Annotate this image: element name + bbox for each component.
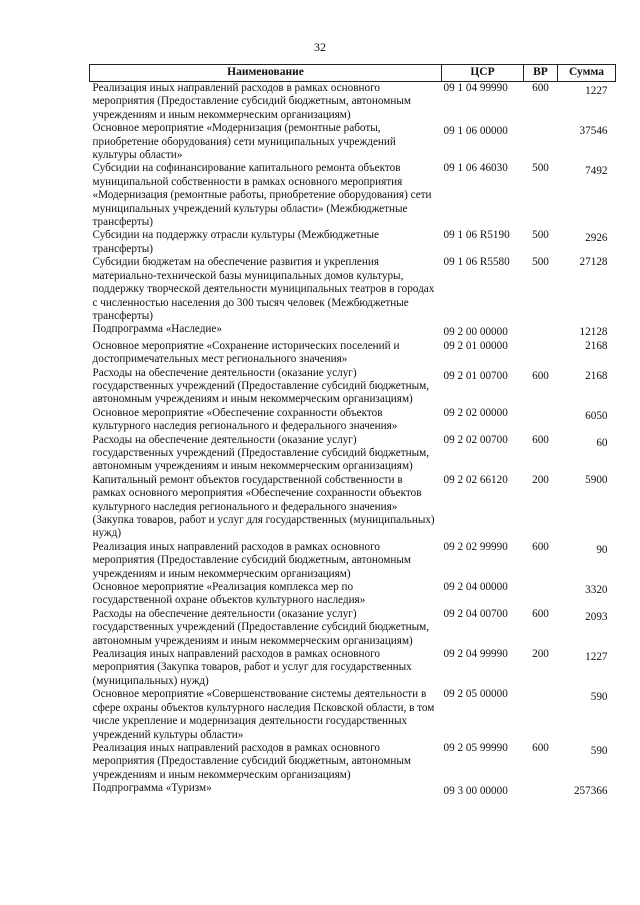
row-csr-value: 09 3 00 00000 xyxy=(443,785,508,798)
row-name: Основное мероприятие «Обеспечение сохранности объектов культурного наследия регионального и федерального значения» xyxy=(92,406,398,433)
row-csr: 09 2 04 00700 xyxy=(443,607,508,620)
row-sum-value: 60 xyxy=(596,436,608,449)
row-name: Расходы на обеспечение деятельности (оказание услуг) государственных учреждений (Предоставление субсидий бюджетным, автономным учреждениям и иным некоммерческим организациям) xyxy=(92,607,430,647)
row-vr: 500 xyxy=(532,229,549,242)
row-vr: 600 xyxy=(532,433,549,446)
row-sum: 27128 xyxy=(579,256,608,269)
row-sum-value: 2093 xyxy=(585,610,608,623)
row-name: Реализация иных направлений расходов в рамках основного мероприятия (Предоставление субсидий бюджетным, автономным учреждениям и иным некоммерческим организациям) xyxy=(92,82,411,121)
row-sum-value: 3320 xyxy=(585,584,608,597)
row-sum-value: 257366 xyxy=(573,785,608,798)
row-csr-value: 09 2 01 00700 xyxy=(443,369,508,382)
page-number: 32 xyxy=(314,40,326,54)
row-vr xyxy=(524,407,558,434)
row-sum xyxy=(558,82,616,123)
row-csr xyxy=(442,122,524,162)
table-row xyxy=(90,434,616,474)
row-csr xyxy=(442,367,524,407)
table-row xyxy=(90,688,616,742)
row-name: Подпрограмма «Туризм» xyxy=(92,782,212,795)
row-name: Субсидии на поддержку отрасли культуры (Межбюджетные трансферты) xyxy=(92,229,379,255)
row-csr: 09 1 06 R5190 xyxy=(443,229,510,242)
row-sum xyxy=(558,434,616,474)
row-csr: 09 2 02 00700 xyxy=(443,433,508,446)
row-csr-value: 09 2 00 00000 xyxy=(443,326,508,339)
row-sum: 2168 xyxy=(585,339,608,352)
row-sum-value: 37546 xyxy=(579,125,608,138)
row-sum xyxy=(558,323,616,339)
row-sum-value: 1227 xyxy=(585,651,608,664)
row-name: Основное мероприятие «Сохранение исторических поселений и достопримечательных мест регионального значения» xyxy=(92,339,400,366)
row-csr: 09 2 04 99990 xyxy=(443,648,508,661)
row-sum xyxy=(558,648,616,688)
row-vr: 600 xyxy=(532,741,549,754)
row-csr-value: 09 1 06 00000 xyxy=(443,125,508,138)
row-csr: 09 2 02 00000 xyxy=(443,406,508,419)
row-csr: 09 2 02 99990 xyxy=(443,540,508,553)
row-sum xyxy=(558,608,616,648)
budget-table xyxy=(89,64,616,799)
row-name: Реализация иных направлений расходов в рамках основного мероприятия (Закупка товаров, работ и услуг для государственных (муниципальных) нужд) xyxy=(92,648,412,687)
row-csr: 09 2 04 00000 xyxy=(443,581,508,594)
row-csr: 09 2 05 00000 xyxy=(443,688,508,701)
row-vr xyxy=(524,323,558,339)
row-sum xyxy=(558,407,616,434)
row-name: Основное мероприятие «Реализация комплекса мер по государственной охране объектов культурного наследия» xyxy=(92,581,366,607)
row-name: Капитальный ремонт объектов государственной собственности в рамках основного мероприятия «Обеспечение сохранности объектов культурного наследия регионального и федерального значения» (Закупка товаров, работ и услуг для государственных (муниципальных) нужд) xyxy=(92,473,435,540)
row-sum xyxy=(558,122,616,162)
row-csr: 09 2 02 66120 xyxy=(443,473,508,486)
row-sum xyxy=(558,541,616,581)
table-row xyxy=(90,162,616,229)
table-row xyxy=(90,648,616,688)
header-csr: ЦСР xyxy=(442,65,524,82)
row-vr xyxy=(524,581,558,608)
table-row xyxy=(90,229,616,256)
row-sum xyxy=(558,229,616,256)
row-vr: 500 xyxy=(532,256,549,269)
row-vr: 200 xyxy=(532,473,549,486)
table-row xyxy=(90,122,616,162)
row-sum xyxy=(558,742,616,782)
row-sum-value: 2168 xyxy=(585,369,608,382)
row-vr-value: 600 xyxy=(532,369,549,382)
row-name: Расходы на обеспечение деятельности (оказание услуг) государственных учреждений (Предоставление субсидий бюджетным, автономным учреждениям и иным некоммерческим организациям) xyxy=(92,433,430,473)
row-sum xyxy=(558,581,616,608)
table-row xyxy=(90,340,616,367)
table-row xyxy=(90,742,616,782)
row-vr xyxy=(524,122,558,162)
row-sum-value: 90 xyxy=(596,543,608,556)
row-name: Субсидии на софинансирование капитального ремонта объектов муниципальной собственности в рамках основного мероприятия «Модернизация (ремонтные работы, приобретение оборудования) сети муниципальных учреждений культуры области» (Межбюджетные трансферты) xyxy=(92,162,432,229)
row-csr xyxy=(442,782,524,798)
row-vr xyxy=(524,367,558,407)
row-name: Основное мероприятие «Модернизация (ремонтные работы, приобретение оборудования) сети муниципальных учреждений культуры области» xyxy=(92,122,396,162)
table-row xyxy=(90,541,616,581)
row-sum-value: 590 xyxy=(590,691,608,704)
row-sum xyxy=(558,367,616,407)
header-name: Наименование xyxy=(90,65,442,82)
table-row xyxy=(90,323,616,339)
row-vr: 600 xyxy=(532,82,549,94)
row-csr: 09 1 06 46030 xyxy=(443,162,508,175)
row-csr: 09 2 05 99990 xyxy=(443,741,508,754)
table-body xyxy=(90,82,616,799)
row-csr: 09 1 06 R5580 xyxy=(443,256,510,269)
row-vr: 500 xyxy=(532,162,549,175)
row-csr xyxy=(442,323,524,339)
row-sum xyxy=(558,688,616,742)
row-sum-value: 1227 xyxy=(585,85,608,97)
header-vr: ВР xyxy=(524,65,558,82)
row-vr: 600 xyxy=(532,540,549,553)
row-name: Реализация иных направлений расходов в рамках основного мероприятия (Предоставление субсидий бюджетным, автономным учреждениям и иным некоммерческим организациям) xyxy=(92,741,411,781)
row-name: Основное мероприятие «Совершенствование системы деятельности в сфере охраны объектов культурного наследия Псковской области, в том числе укрепление и модернизация деятельности государственных учреждений культуры области» xyxy=(92,688,435,741)
table-row xyxy=(90,474,616,541)
row-sum-value: 6050 xyxy=(585,409,608,422)
row-sum xyxy=(558,782,616,798)
row-vr xyxy=(524,688,558,742)
row-sum xyxy=(558,162,616,229)
row-sum-value: 7492 xyxy=(585,165,608,178)
table-row xyxy=(90,581,616,608)
row-name: Субсидии бюджетам на обеспечение развития и укрепления материально-технической базы муниципальных домов культуры, поддержку творческой деятельности муниципальных театров в городах с численностью населения до 300 тысяч человек (Межбюджетные трансферты) xyxy=(92,256,435,322)
table-row xyxy=(90,782,616,798)
row-vr: 600 xyxy=(532,607,549,620)
table-row xyxy=(90,367,616,407)
row-vr xyxy=(524,782,558,798)
header-sum: Сумма xyxy=(558,65,616,82)
row-csr: 09 2 01 00000 xyxy=(443,339,508,352)
row-name: Реализация иных направлений расходов в рамках основного мероприятия (Предоставление субсидий бюджетным, автономным учреждениям и иным некоммерческим организациям) xyxy=(92,540,411,580)
row-csr: 09 1 04 99990 xyxy=(443,82,508,94)
row-sum-value: 590 xyxy=(590,744,608,757)
table-row xyxy=(90,407,616,434)
row-vr: 200 xyxy=(532,648,549,661)
row-sum: 5900 xyxy=(585,473,608,486)
row-name: Подпрограмма «Наследие» xyxy=(92,323,222,336)
table-header xyxy=(90,65,616,82)
row-sum-value: 2926 xyxy=(585,232,608,245)
table-row xyxy=(90,256,616,323)
row-vr xyxy=(524,340,558,367)
table-row xyxy=(90,82,616,123)
row-name: Расходы на обеспечение деятельности (оказание услуг) государственных учреждений (Предоставление субсидий бюджетным, автономным учреждениям и иным некоммерческим организациям) xyxy=(92,366,430,406)
table-row xyxy=(90,608,616,648)
row-sum-value: 12128 xyxy=(579,326,608,339)
